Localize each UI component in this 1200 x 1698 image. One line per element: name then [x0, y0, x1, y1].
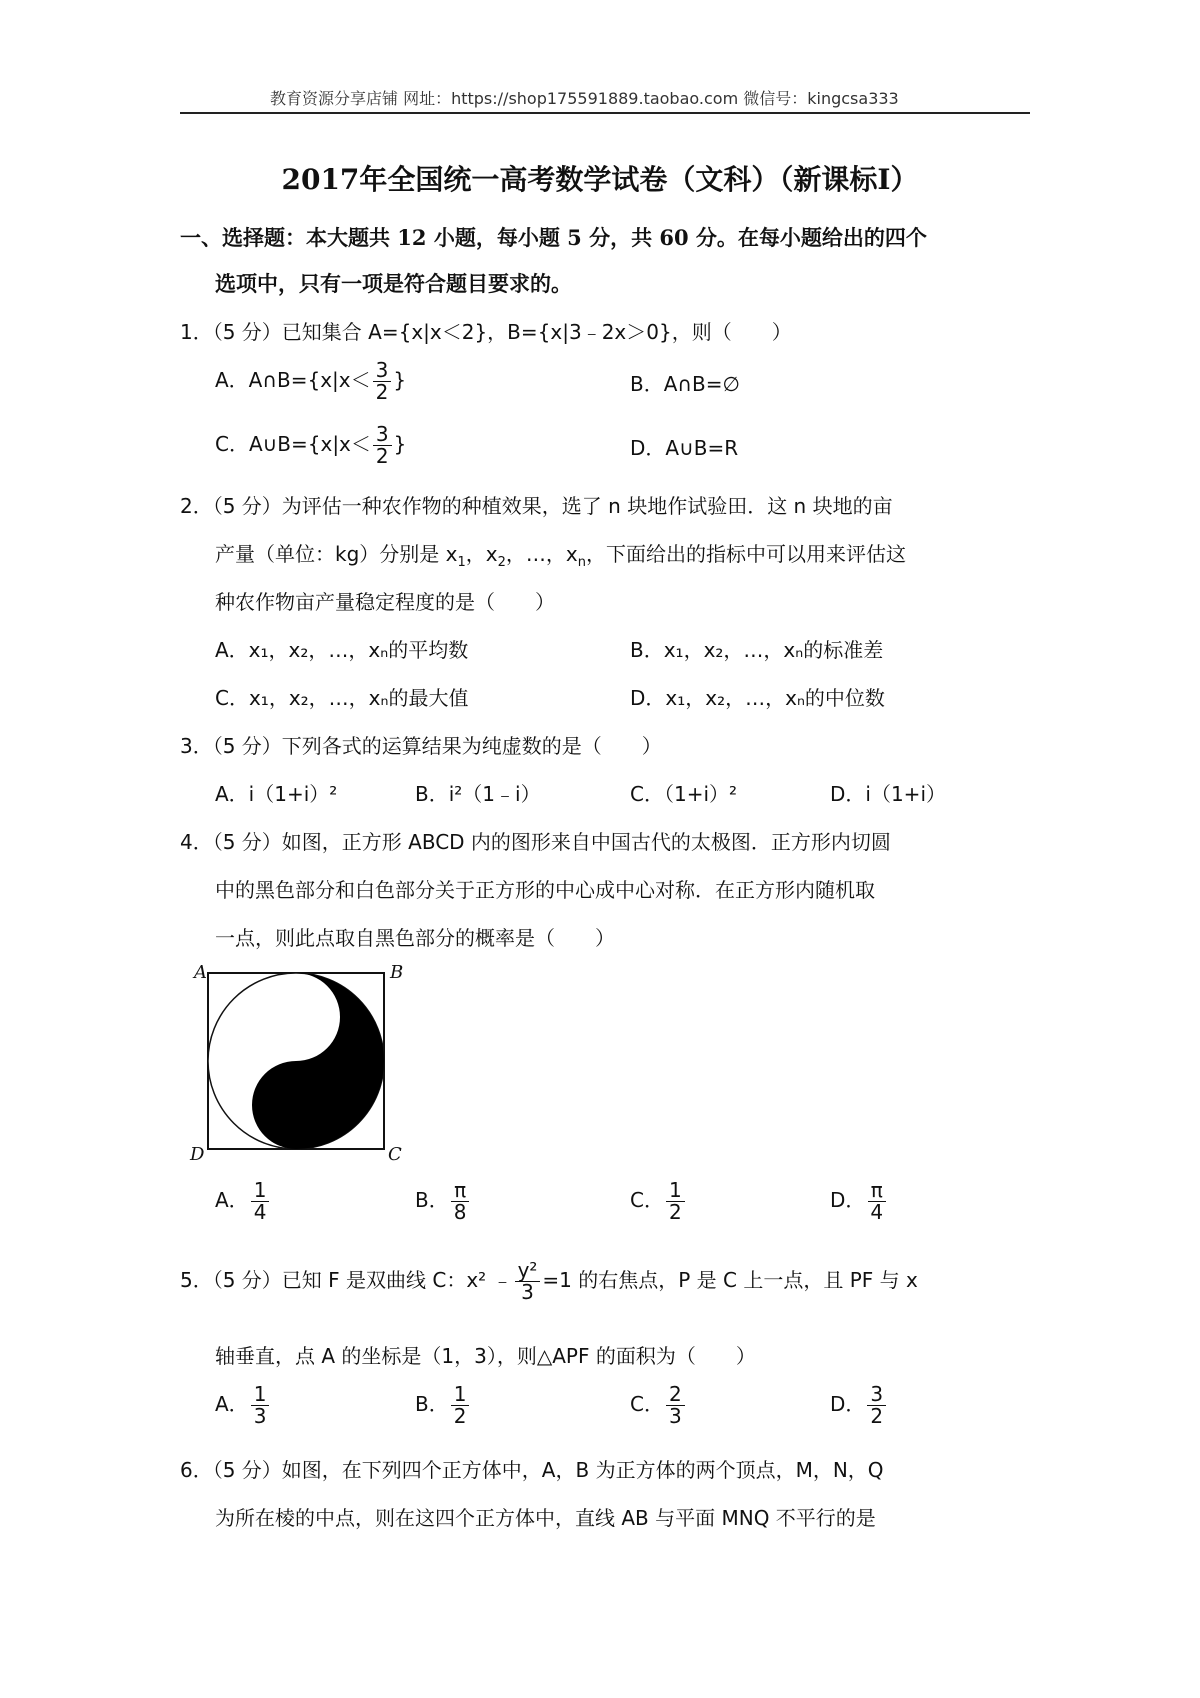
vertex-label-a: A [194, 962, 207, 983]
q4-option-d: D． $\frac{\pi}{4}$ [830, 1180, 888, 1223]
q1-option-c: C．A∪B={x|x＜ $\frac{3}{2}$ } [215, 422, 407, 468]
vertex-label-c: C [388, 1144, 402, 1165]
section-heading-line1: 一、选择题：本大题共 12 小题，每小题 5 分，共 60 分。在每小题给出的四个 [180, 225, 927, 250]
q1-c-fraction: $\frac{3}{2}$ [373, 424, 392, 467]
q1-a-fraction: $\frac{3}{2}$ [373, 360, 392, 403]
q4-line1: 4．（5 分）如图，正方形 ABCD 内的图形来自中国古代的太极图．正方形内切圆 [180, 830, 891, 854]
q3-option-a: A．i（1+i）² [215, 782, 338, 806]
vertex-label-b: B [390, 962, 404, 983]
q2-option-c: C．x₁，x₂，…，xₙ的最大值 [215, 686, 469, 710]
header-text: 教育资源分享店铺 网址：https://shop175591889.taobao.com 微信号：kingcsa333 [270, 89, 899, 108]
q2-line3: 种农作物亩产量稳定程度的是（ ） [215, 590, 555, 614]
q5-option-b: B． $\frac{1}{2}$ [415, 1384, 471, 1427]
q2-line2: 产量（单位：kg）分别是 $x_1$，$x_2$，…，$x_n$，下面给出的指标中可以用来评估这 [215, 542, 906, 570]
q1-option-d: D．A∪B=R [630, 436, 739, 460]
q5-fraction: $\frac{\text{y²}}{3}$ [515, 1260, 541, 1303]
q5-option-d: D． $\frac{3}{2}$ [830, 1384, 888, 1427]
section-heading-line2: 选项中，只有一项是符合题目要求的。 [215, 271, 572, 296]
q3-option-d: D．i（1+i） [830, 782, 946, 806]
q6-line1: 6．（5 分）如图，在下列四个正方体中，A，B 为正方体的两个顶点，M，N，Q [180, 1458, 884, 1482]
page-title: 2017年全国统一高考数学试卷（文科）（新课标Ⅰ） [281, 163, 919, 196]
vertex-label-d: D [190, 1144, 205, 1165]
q1-c-text: C．A∪B={x|x＜ [215, 432, 371, 456]
q1-a-text: A．A∩B={x|x＜ [215, 368, 371, 392]
q2-line1: 2．（5 分）为评估一种农作物的种植效果，选了 n 块地作试验田．这 n 块地的亩 [180, 494, 893, 518]
q2-option-d: D．x₁，x₂，…，xₙ的中位数 [630, 686, 885, 710]
q4-option-c: C． $\frac{1}{2}$ [630, 1180, 687, 1223]
q5-option-a: A． $\frac{1}{3}$ [215, 1384, 271, 1427]
q4-line2: 中的黑色部分和白色部分关于正方形的中心成中心对称．在正方形内随机取 [215, 878, 875, 902]
q3-option-b: B．i²（1﹣i） [415, 782, 541, 806]
q4-option-a: A． $\frac{1}{4}$ [215, 1180, 271, 1223]
q2-option-a: A．x₁，x₂，…，xₙ的平均数 [215, 638, 469, 662]
q6-line2: 为所在棱的中点，则在这四个正方体中，直线 AB 与平面 MNQ 不平行的是 [215, 1506, 876, 1530]
q1-option-a: A．A∩B={x|x＜ $\frac{3}{2}$ } [215, 358, 407, 404]
q1-option-b: B．A∩B=∅ [630, 372, 740, 396]
q2-option-b: B．x₁，x₂，…，xₙ的标准差 [630, 638, 884, 662]
q3-option-c: C．（1+i）² [630, 782, 738, 806]
q3-stem: 3．（5 分）下列各式的运算结果为纯虚数的是（ ） [180, 734, 662, 758]
q5-line1: 5．（5 分）已知 F 是双曲线 C：x² ﹣ $\frac{\text{y²}}{3}$ =1 的右焦点，P 是 C 上一点，且 PF 与 x [180, 1258, 918, 1304]
header-divider [180, 112, 1030, 114]
taiji-figure [190, 960, 410, 1170]
q5-option-c: C． $\frac{2}{3}$ [630, 1384, 687, 1427]
taiji-diagram [190, 960, 410, 1170]
q4-option-b: B． $\frac{\pi}{8}$ [415, 1180, 471, 1223]
q5-line2: 轴垂直，点 A 的坐标是（1，3），则△APF 的面积为（ ） [215, 1344, 756, 1368]
q1-stem: 1．（5 分）已知集合 A={x|x＜2}，B={x|3﹣2x＞0}，则（ ） [180, 320, 792, 344]
q4-line3: 一点，则此点取自黑色部分的概率是（ ） [215, 926, 615, 950]
